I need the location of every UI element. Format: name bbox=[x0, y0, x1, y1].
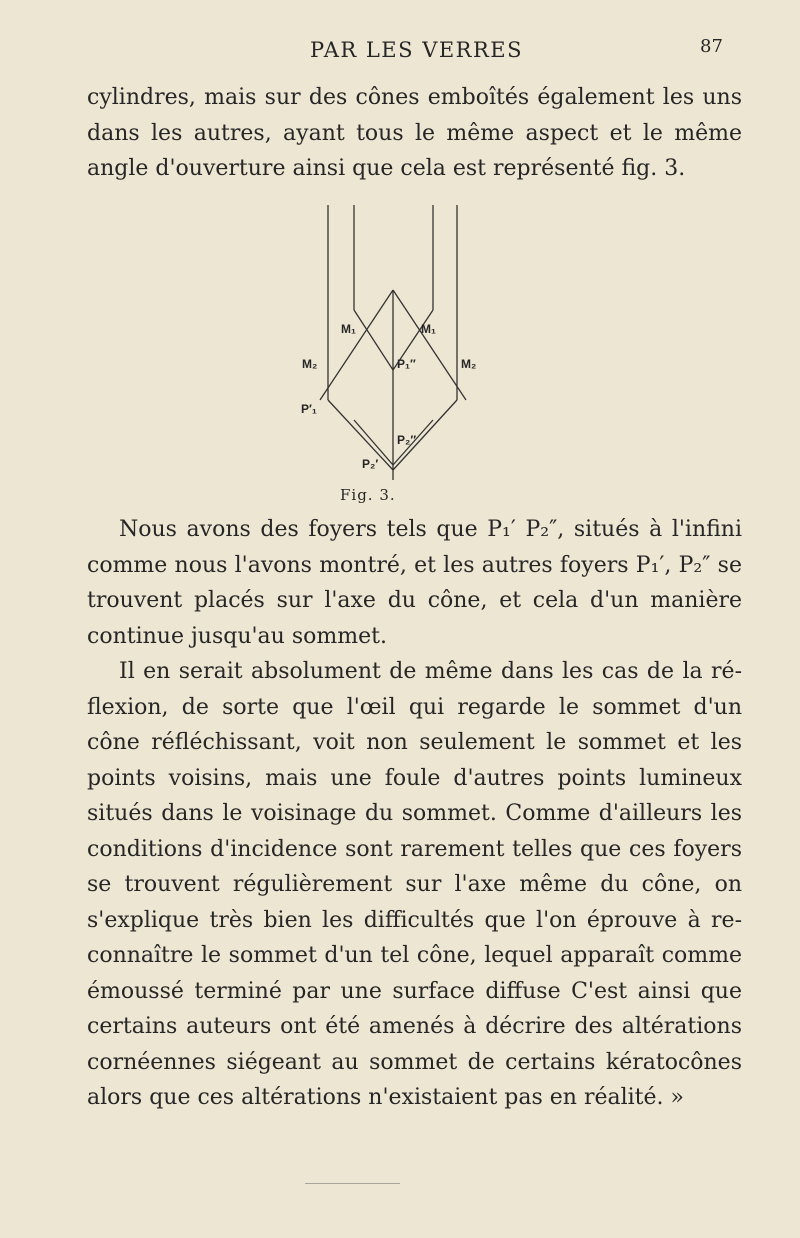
label-m1-left: M₁ bbox=[341, 322, 356, 336]
running-title: PAR LES VERRES bbox=[310, 38, 524, 62]
paragraph-text: Nous avons des foyers tels que P₁′ P₂″, situés à l'infini comme nous l'avons montré, et les autres foyers P₁′, P₂″ se trouvent placés sur l'axe du cône, et cela d'un manière continue jusqu'au sommet. bbox=[87, 517, 742, 649]
paragraph-text: cylindres, mais sur des cônes emboîtés également les uns dans les autres, ayant tous le même aspect et le même angle d'ouverture ainsi que cela est représenté fig. 3. bbox=[87, 85, 742, 181]
label-m2-right: M₂ bbox=[461, 357, 477, 371]
label-m2-left: M₂ bbox=[302, 357, 318, 371]
paragraph-text: Il en serait absolument de même dans les cas de la ré-flexion, de sorte que l'œil qui regarde le sommet d'un cône réfléchissant, voit non seulement le sommet et les points voisins, mais une foule d'autres points lumineux situés dans le voisinage du sommet. Comme d'ailleurs les conditions d'incidence sont rarement telles que ces foyers se trouvent régulièrement sur l'axe même du cône, on s'explique très bien les difficultés que l'on éprouve à re-connaître le sommet d'un tel cône, lequel apparaît comme émoussé terminé par une surface diffuse C'est ainsi que certains auteurs ont été amenés à décrire des altérations cornéennes siégeant au sommet de certains kératocônes alors que ces altérations n'existaient pas en réalité. » bbox=[87, 659, 742, 1110]
label-m1-right: M₁ bbox=[421, 322, 436, 336]
ray-left bbox=[328, 400, 393, 470]
bottom-rule bbox=[305, 1183, 400, 1184]
paragraph-body bbox=[87, 512, 742, 1116]
label-p2-single: P₂′ bbox=[362, 457, 379, 471]
outer-cone-left bbox=[320, 290, 393, 400]
page-number: 87 bbox=[700, 36, 723, 57]
label-p1-double: P₁″ bbox=[397, 357, 416, 371]
label-p1-single: P′₁ bbox=[301, 402, 317, 416]
label-p2-double: P₂″ bbox=[397, 433, 417, 447]
cone-diagram bbox=[0, 0, 800, 520]
outer-cone-right bbox=[393, 290, 466, 400]
figure-caption: Fig. 3. bbox=[340, 486, 396, 504]
